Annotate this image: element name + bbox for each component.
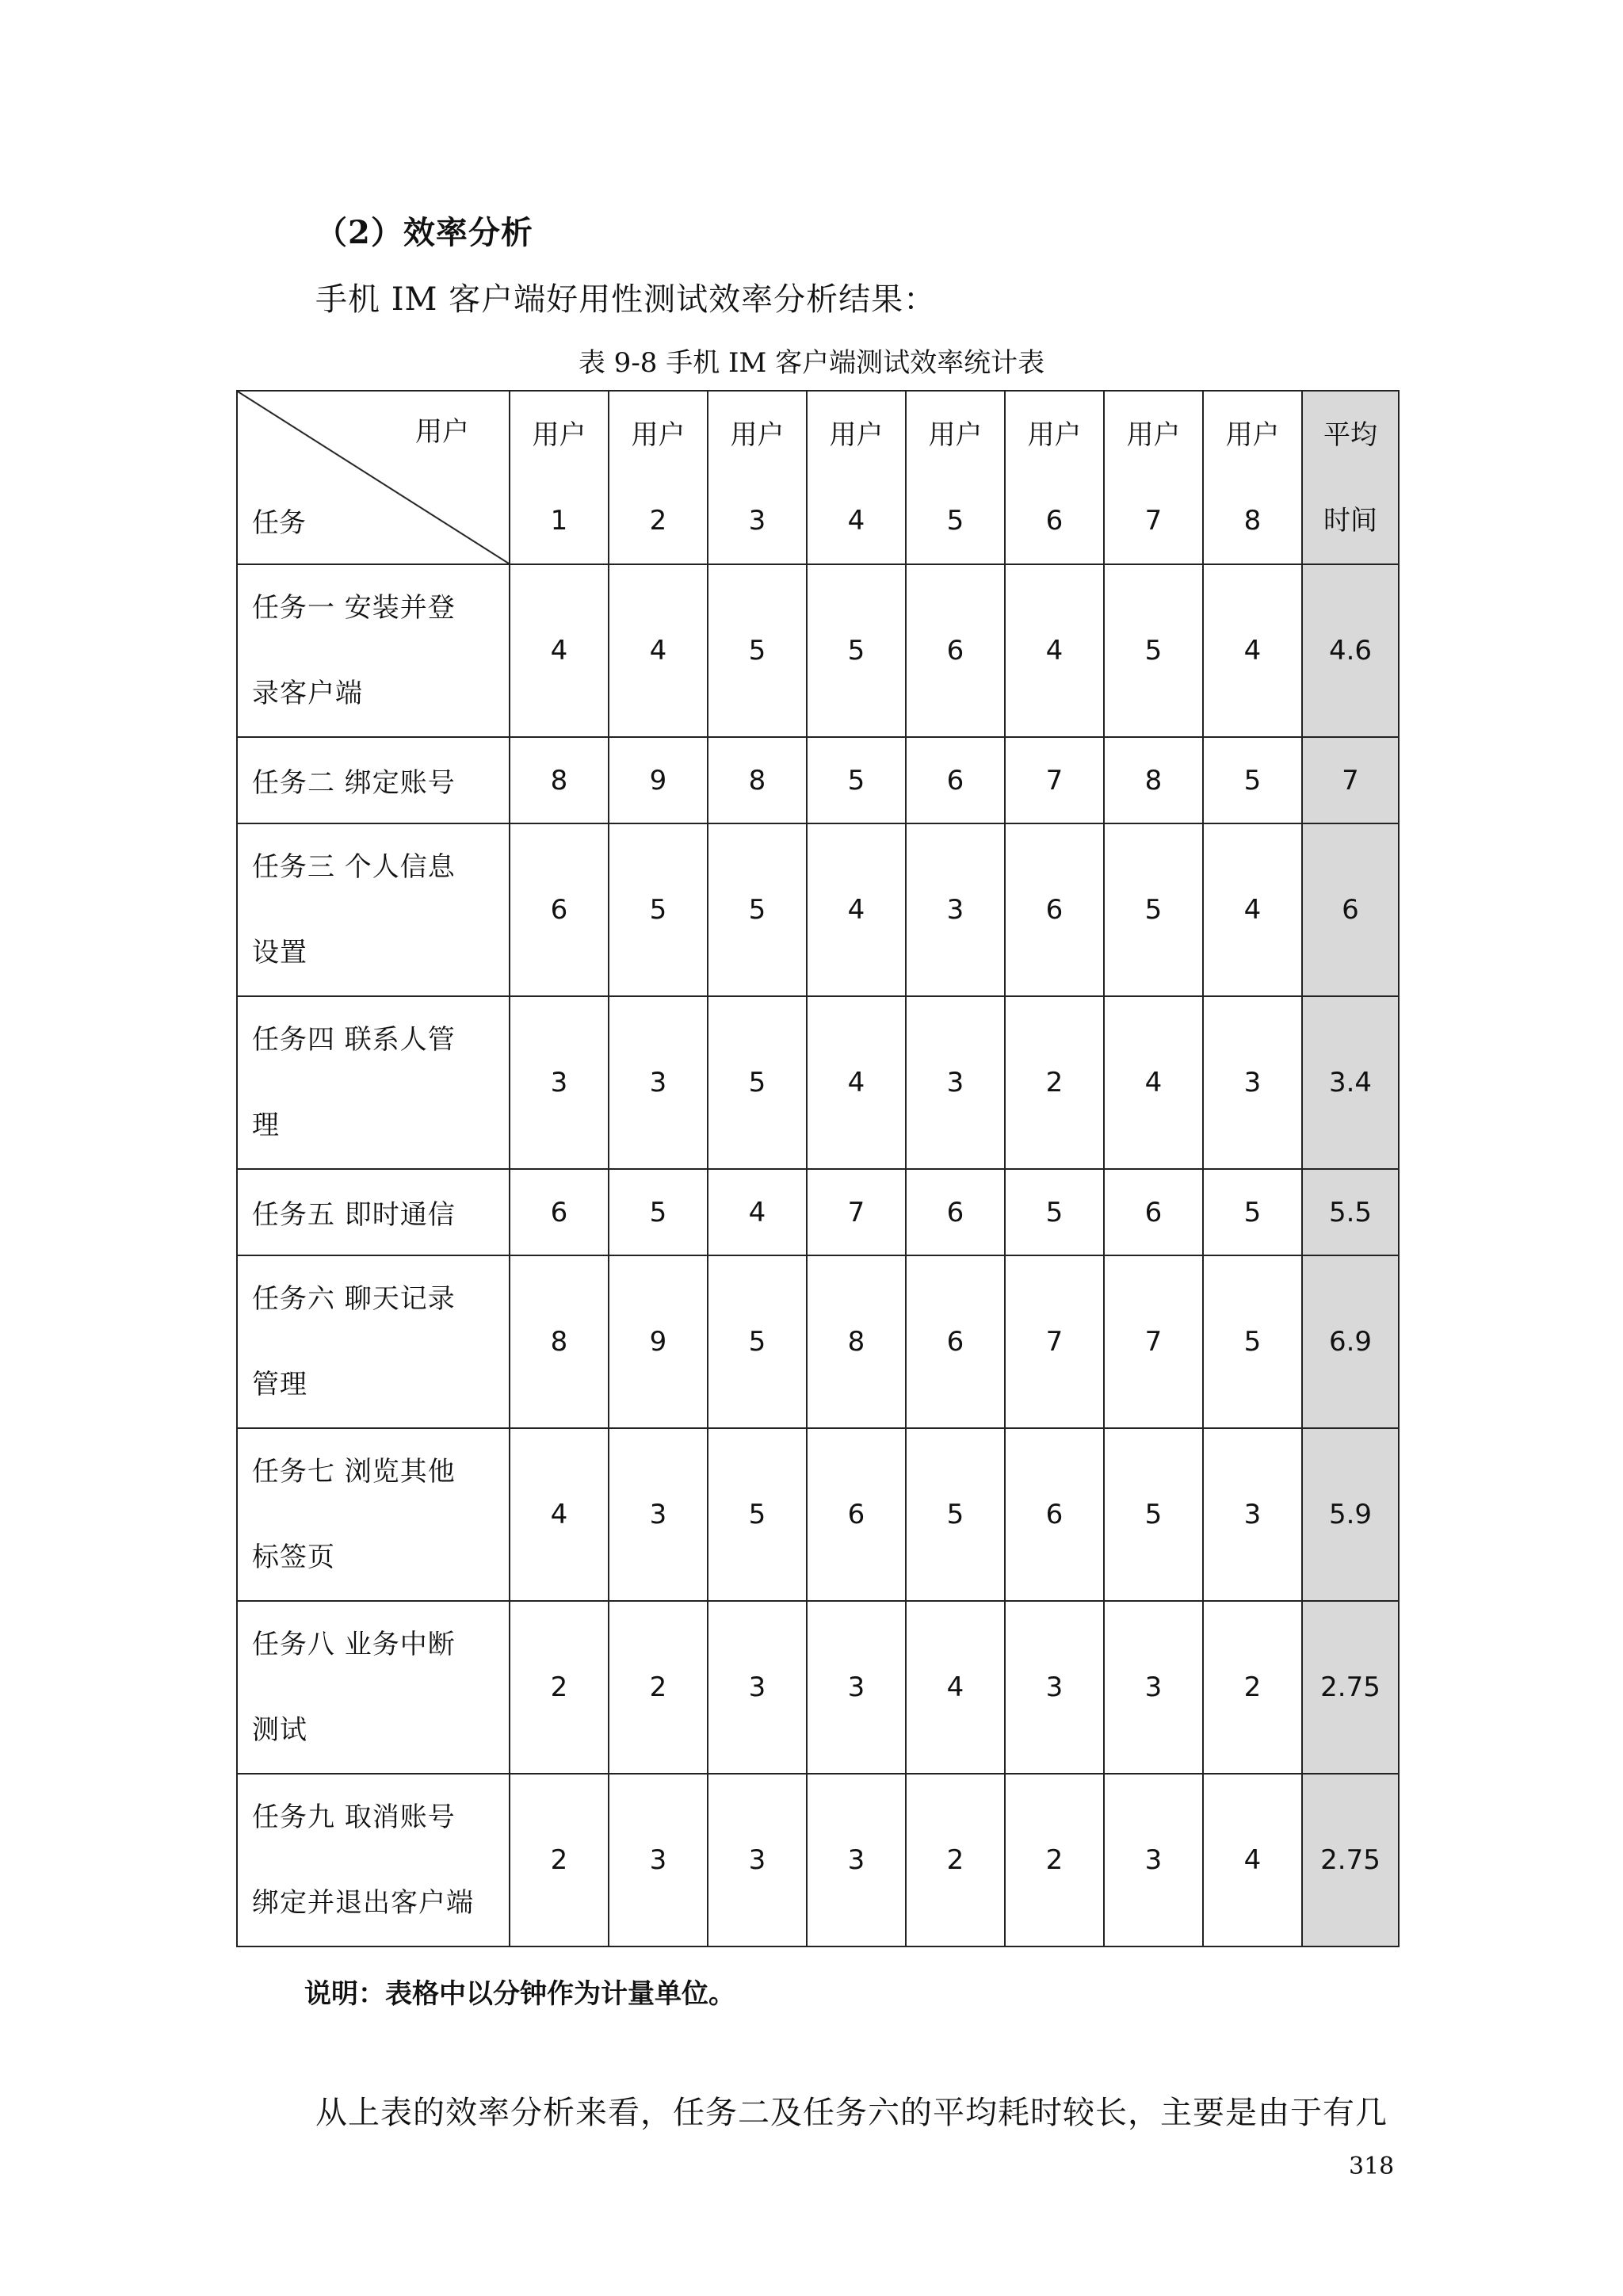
user-1-time-cell: 8 <box>510 737 609 823</box>
user-header-label: 用户 <box>1225 418 1280 451</box>
user-6-time-cell: 7 <box>1005 737 1104 823</box>
user-3-time-cell: 4 <box>708 1169 807 1255</box>
task-name-line: 测试 <box>252 1714 307 1746</box>
user-4-time-cell: 3 <box>807 1774 906 1946</box>
corner-task-label: 任务 <box>252 507 306 539</box>
user-3-time-cell: 5 <box>708 1428 807 1601</box>
user-6-time-cell: 4 <box>1005 564 1104 737</box>
user-4-time-cell: 6 <box>807 1428 906 1601</box>
user-3-time-cell: 5 <box>708 1255 807 1428</box>
user-8-time-cell: 5 <box>1203 737 1302 823</box>
user-7-time-cell: 8 <box>1104 737 1203 823</box>
user-header-7 <box>1104 391 1203 564</box>
user-7-time-cell: 3 <box>1104 1774 1203 1946</box>
avg-time-cell: 7 <box>1302 737 1399 823</box>
user-1-time-cell: 4 <box>510 1428 609 1601</box>
user-7-time-cell: 4 <box>1104 996 1203 1169</box>
task-name-cell <box>237 1774 510 1946</box>
user-1-time-cell: 4 <box>510 564 609 737</box>
avg-time-cell: 3.4 <box>1302 996 1399 1169</box>
user-1-time-cell: 3 <box>510 996 609 1169</box>
user-header-label: 用户 <box>730 418 785 451</box>
user-4-time-cell: 7 <box>807 1169 906 1255</box>
avg-time-cell: 5.5 <box>1302 1169 1399 1255</box>
user-3-time-cell: 3 <box>708 1774 807 1946</box>
user-4-time-cell: 5 <box>807 564 906 737</box>
user-header-number: 3 <box>748 504 766 537</box>
avg-time-cell: 2.75 <box>1302 1601 1399 1774</box>
task-name-line: 管理 <box>252 1369 307 1400</box>
task-name-line: 录客户端 <box>252 678 363 709</box>
table-row <box>237 1774 1399 1946</box>
user-7-time-cell: 5 <box>1104 823 1203 996</box>
user-2-time-cell: 4 <box>609 564 708 737</box>
user-header-2 <box>609 391 708 564</box>
user-1-time-cell: 2 <box>510 1774 609 1946</box>
user-5-time-cell: 5 <box>906 1428 1005 1601</box>
task-name-line: 任务二 绑定账号 <box>252 767 456 799</box>
table-row <box>237 996 1399 1169</box>
efficiency-stats-table <box>236 390 1400 1947</box>
task-name-line: 任务五 即时通信 <box>252 1199 456 1231</box>
user-5-time-cell: 3 <box>906 996 1005 1169</box>
user-5-time-cell: 4 <box>906 1601 1005 1774</box>
task-name-line: 任务七 浏览其他 <box>252 1456 456 1488</box>
user-header-5 <box>906 391 1005 564</box>
table-row <box>237 823 1399 996</box>
avg-time-cell: 2.75 <box>1302 1774 1399 1946</box>
user-3-time-cell: 5 <box>708 823 807 996</box>
intro-paragraph: 手机 IM 客户端好用性测试效率分析结果： <box>315 281 937 318</box>
corner-user-label: 用户 <box>415 416 469 448</box>
user-1-time-cell: 6 <box>510 823 609 996</box>
user-header-3 <box>708 391 807 564</box>
task-name-line: 绑定并退出客户端 <box>252 1887 474 1919</box>
user-6-time-cell: 6 <box>1005 1428 1104 1601</box>
task-name-cell <box>237 1601 510 1774</box>
user-2-time-cell: 3 <box>609 996 708 1169</box>
user-6-time-cell: 7 <box>1005 1255 1104 1428</box>
user-header-1 <box>510 391 609 564</box>
user-3-time-cell: 8 <box>708 737 807 823</box>
user-5-time-cell: 6 <box>906 564 1005 737</box>
user-4-time-cell: 8 <box>807 1255 906 1428</box>
user-8-time-cell: 3 <box>1203 996 1302 1169</box>
user-header-label: 用户 <box>631 418 685 451</box>
user-header-number: 1 <box>550 504 568 537</box>
user-8-time-cell: 4 <box>1203 564 1302 737</box>
task-name-line: 设置 <box>252 937 307 968</box>
avg-time-cell: 5.9 <box>1302 1428 1399 1601</box>
user-3-time-cell: 5 <box>708 564 807 737</box>
user-4-time-cell: 5 <box>807 737 906 823</box>
user-5-time-cell: 6 <box>906 1169 1005 1255</box>
user-header-label: 用户 <box>928 418 983 451</box>
task-name-cell <box>237 996 510 1169</box>
user-header-4 <box>807 391 906 564</box>
user-7-time-cell: 6 <box>1104 1169 1203 1255</box>
user-5-time-cell: 2 <box>906 1774 1005 1946</box>
task-name-line: 标签页 <box>252 1541 335 1573</box>
user-header-label: 用户 <box>829 418 884 451</box>
user-2-time-cell: 2 <box>609 1601 708 1774</box>
avg-time-cell: 4.6 <box>1302 564 1399 737</box>
user-3-time-cell: 5 <box>708 996 807 1169</box>
avg-header-top: 平均 <box>1323 418 1377 451</box>
page-number: 318 <box>1349 2153 1395 2180</box>
task-name-cell <box>237 737 510 823</box>
task-name-line: 任务一 安装并登 <box>252 592 456 624</box>
user-header-number: 5 <box>946 504 964 537</box>
table-row <box>237 564 1399 737</box>
user-2-time-cell: 5 <box>609 1169 708 1255</box>
user-header-number: 7 <box>1144 504 1163 537</box>
avg-time-cell: 6.9 <box>1302 1255 1399 1428</box>
user-2-time-cell: 9 <box>609 1255 708 1428</box>
user-7-time-cell: 5 <box>1104 564 1203 737</box>
user-1-time-cell: 2 <box>510 1601 609 1774</box>
section-heading: （2）效率分析 <box>315 214 533 251</box>
user-1-time-cell: 8 <box>510 1255 609 1428</box>
task-name-cell <box>237 564 510 737</box>
user-6-time-cell: 2 <box>1005 1774 1104 1946</box>
user-4-time-cell: 4 <box>807 823 906 996</box>
user-8-time-cell: 4 <box>1203 823 1302 996</box>
user-1-time-cell: 6 <box>510 1169 609 1255</box>
user-header-number: 8 <box>1243 504 1262 537</box>
user-8-time-cell: 5 <box>1203 1169 1302 1255</box>
task-name-line: 任务四 联系人管 <box>252 1024 456 1056</box>
user-7-time-cell: 3 <box>1104 1601 1203 1774</box>
table-caption: 表 9-8 手机 IM 客户端测试效率统计表 <box>578 347 1045 379</box>
user-6-time-cell: 5 <box>1005 1169 1104 1255</box>
user-2-time-cell: 5 <box>609 823 708 996</box>
task-name-line: 任务八 业务中断 <box>252 1629 456 1660</box>
table-row <box>237 737 1399 823</box>
table-note: 说明：表格中以分钟作为计量单位。 <box>304 1978 735 2010</box>
user-8-time-cell: 2 <box>1203 1601 1302 1774</box>
user-7-time-cell: 7 <box>1104 1255 1203 1428</box>
task-name-cell <box>237 823 510 996</box>
task-name-line: 任务九 取消账号 <box>252 1801 456 1833</box>
task-name-cell <box>237 1428 510 1601</box>
user-4-time-cell: 3 <box>807 1601 906 1774</box>
conclusion-paragraph: 从上表的效率分析来看，任务二及任务六的平均耗时较长，主要是由于有几 <box>315 2095 1388 2131</box>
task-name-line: 任务六 聊天记录 <box>252 1283 456 1315</box>
user-2-time-cell: 3 <box>609 1428 708 1601</box>
user-header-label: 用户 <box>532 418 586 451</box>
user-header-number: 2 <box>649 504 667 537</box>
task-name-cell <box>237 1255 510 1428</box>
user-header-number: 6 <box>1045 504 1064 537</box>
avg-time-header <box>1302 391 1399 564</box>
user-7-time-cell: 5 <box>1104 1428 1203 1601</box>
user-2-time-cell: 3 <box>609 1774 708 1946</box>
user-6-time-cell: 6 <box>1005 823 1104 996</box>
header-corner-cell <box>237 391 510 564</box>
user-3-time-cell: 3 <box>708 1601 807 1774</box>
avg-time-cell: 6 <box>1302 823 1399 996</box>
table-row <box>237 1601 1399 1774</box>
user-header-label: 用户 <box>1126 418 1181 451</box>
user-5-time-cell: 6 <box>906 1255 1005 1428</box>
user-header-8 <box>1203 391 1302 564</box>
table-row <box>237 1169 1399 1255</box>
user-5-time-cell: 3 <box>906 823 1005 996</box>
table-header-row <box>237 391 1399 564</box>
user-8-time-cell: 5 <box>1203 1255 1302 1428</box>
task-name-line: 任务三 个人信息 <box>252 851 456 883</box>
user-5-time-cell: 6 <box>906 737 1005 823</box>
task-name-cell <box>237 1169 510 1255</box>
user-8-time-cell: 4 <box>1203 1774 1302 1946</box>
user-6-time-cell: 2 <box>1005 996 1104 1169</box>
user-header-number: 4 <box>847 504 865 537</box>
user-4-time-cell: 4 <box>807 996 906 1169</box>
table-row <box>237 1428 1399 1601</box>
table-row <box>237 1255 1399 1428</box>
avg-header-bottom: 时间 <box>1323 504 1377 537</box>
user-2-time-cell: 9 <box>609 737 708 823</box>
user-header-label: 用户 <box>1027 418 1082 451</box>
task-name-line: 理 <box>252 1110 280 1141</box>
user-6-time-cell: 3 <box>1005 1601 1104 1774</box>
user-header-6 <box>1005 391 1104 564</box>
user-8-time-cell: 3 <box>1203 1428 1302 1601</box>
